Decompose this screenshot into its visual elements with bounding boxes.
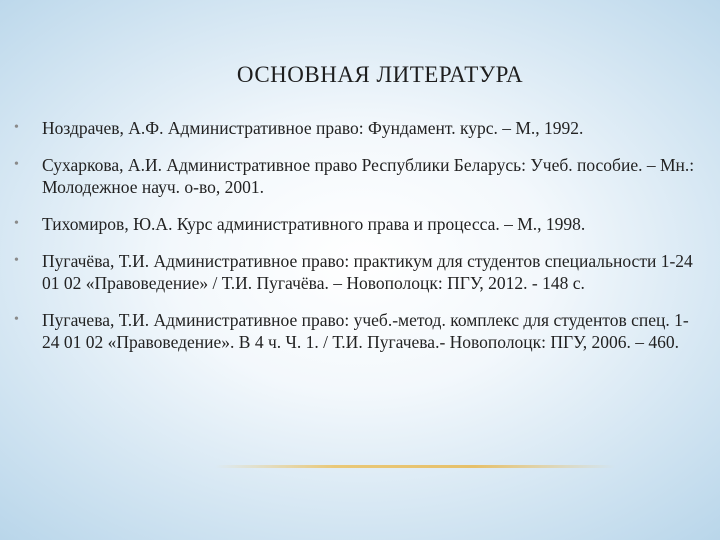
bullet-icon: • <box>14 216 19 231</box>
list-item <box>14 250 704 294</box>
reference-text: Пугачёва, Т.И. Административное право: практикум для студентов специальности 1-24 01 02 «Правоведение» / Т.И. Пугачёва. – Новополоцк: ПГУ, 2012. - 148 с. <box>42 251 693 293</box>
bullet-icon: • <box>14 253 19 268</box>
list-item <box>14 154 704 198</box>
reference-text: Ноздрачев, А.Ф. Административное право: Фундамент. курс. – М., 1992. <box>42 118 584 138</box>
list-item <box>14 213 704 235</box>
reference-list <box>14 117 704 368</box>
reference-text: Пугачева, Т.И. Административное право: учеб.-метод. комплекс для студентов спец. 1-24 01 02 «Правоведение». В 4 ч. Ч. 1. / Т.И. Пугачева.- Новополоцк: ПГУ, 2006. – 460. <box>42 310 689 352</box>
bullet-icon: • <box>14 312 19 327</box>
decorative-divider <box>215 465 615 468</box>
reference-text: Тихомиров, Ю.А. Курс административного права и процесса. – М., 1998. <box>42 214 586 234</box>
bullet-icon: • <box>14 120 19 135</box>
bullet-icon: • <box>14 157 19 172</box>
list-item <box>14 309 704 353</box>
list-item <box>14 117 704 139</box>
reference-text: Сухаркова, А.И. Административное право Республики Беларусь: Учеб. пособие. – Мн.: Молодежное науч. о-во, 2001. <box>42 155 695 197</box>
slide-title: ОСНОВНАЯ ЛИТЕРАТУРА <box>236 62 524 87</box>
